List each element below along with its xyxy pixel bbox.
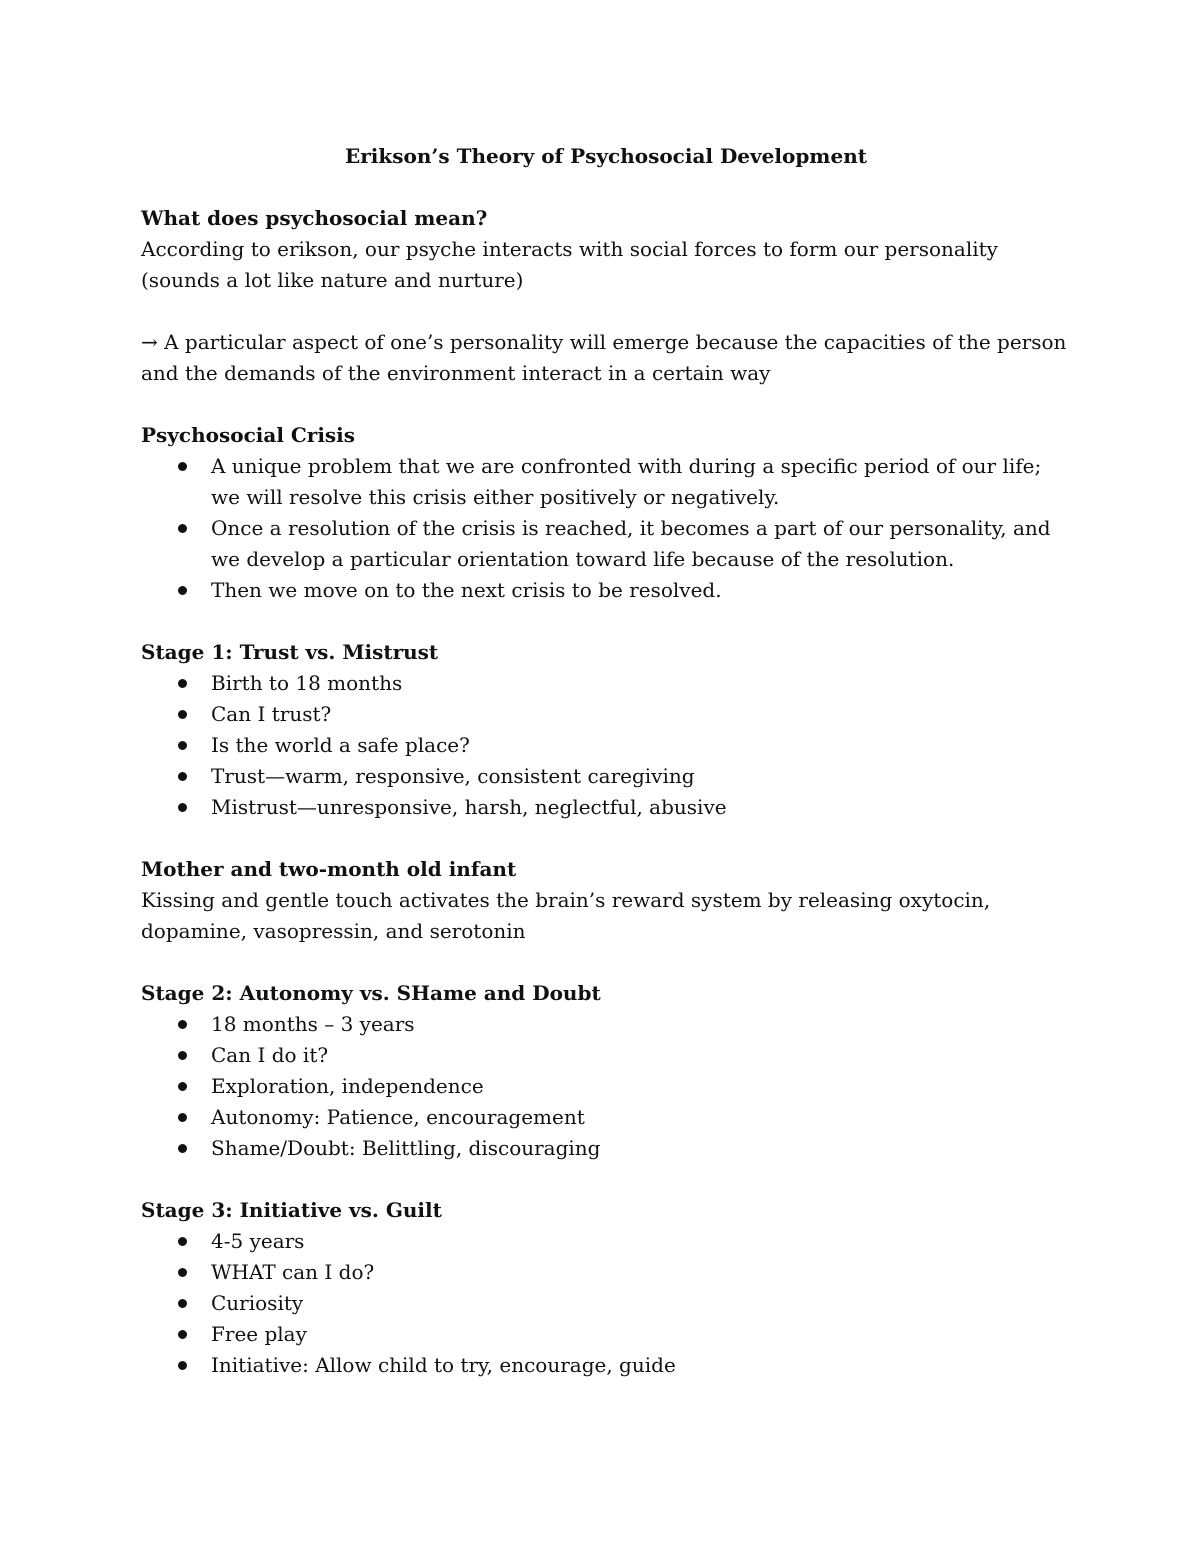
- list-item-text: Curiosity: [211, 1291, 304, 1315]
- list-item-text: Can I trust?: [211, 702, 332, 726]
- bullet-icon: [178, 1268, 187, 1277]
- stage-2-list: [141, 1009, 1071, 1164]
- paragraph-meaning-line2: (sounds a lot like nature and nurture): [141, 268, 524, 292]
- list-item: [141, 1288, 1071, 1319]
- document-page: [141, 141, 1071, 1381]
- list-item: [141, 1319, 1071, 1350]
- bullet-icon: [178, 741, 187, 750]
- list-item-text: Once a resolution of the crisis is reached, it becomes a part of our personality, and we develop a particular orientation toward life because of the resolution.: [211, 516, 1051, 571]
- list-item: [141, 1257, 1071, 1288]
- stage-1-list: [141, 668, 1071, 823]
- list-item: [141, 730, 1071, 761]
- list-item-text: Exploration, independence: [211, 1074, 484, 1098]
- list-item: [141, 761, 1071, 792]
- heading-psychosocial-meaning: What does psychosocial mean?: [141, 206, 488, 230]
- list-item-text: Then we move on to the next crisis to be resolved.: [211, 578, 722, 602]
- list-item: [141, 1226, 1071, 1257]
- bullet-icon: [178, 679, 187, 688]
- list-item-text: Shame/Doubt: Belittling, discouraging: [211, 1136, 601, 1160]
- spacer: [141, 947, 1071, 978]
- heading-stage-3: Stage 3: Initiative vs. Guilt: [141, 1198, 442, 1222]
- bullet-icon: [178, 524, 187, 533]
- list-item: [141, 575, 1071, 606]
- bullet-icon: [178, 803, 187, 812]
- paragraph-arrow-note: → A particular aspect of one’s personality will emerge because the capacities of the person and the demands of the environment interact in a certain way: [141, 330, 1067, 385]
- bullet-icon: [178, 1330, 187, 1339]
- list-item: [141, 1040, 1071, 1071]
- paragraph-meaning-line1: According to erikson, our psyche interacts with social forces to form our personality: [141, 237, 998, 261]
- list-item-text: Birth to 18 months: [211, 671, 403, 695]
- bullet-icon: [178, 1299, 187, 1308]
- list-item-text: Can I do it?: [211, 1043, 329, 1067]
- stage-3-list: [141, 1226, 1071, 1381]
- list-item: [141, 1133, 1071, 1164]
- list-item-text: WHAT can I do?: [211, 1260, 375, 1284]
- list-item: [141, 513, 1071, 575]
- list-item-text: Autonomy: Patience, encouragement: [211, 1105, 585, 1129]
- spacer: [141, 389, 1071, 420]
- spacer: [141, 606, 1071, 637]
- bullet-icon: [178, 1020, 187, 1029]
- page-title: Erikson’s Theory of Psychosocial Development: [345, 144, 867, 168]
- bullet-icon: [178, 1361, 187, 1370]
- list-item: [141, 699, 1071, 730]
- spacer: [141, 823, 1071, 854]
- bullet-icon: [178, 1082, 187, 1091]
- list-item: [141, 1350, 1071, 1381]
- list-item-text: Free play: [211, 1322, 307, 1346]
- heading-mother-infant: Mother and two-month old infant: [141, 857, 517, 881]
- bullet-icon: [178, 1144, 187, 1153]
- list-item: [141, 1102, 1071, 1133]
- bullet-icon: [178, 1051, 187, 1060]
- spacer: [141, 296, 1071, 327]
- bullet-icon: [178, 710, 187, 719]
- list-item-text: Initiative: Allow child to try, encourage, guide: [211, 1353, 676, 1377]
- list-item: [141, 1009, 1071, 1040]
- list-item: [141, 668, 1071, 699]
- list-item-text: Mistrust—unresponsive, harsh, neglectful, abusive: [211, 795, 727, 819]
- bullet-icon: [178, 1237, 187, 1246]
- list-item-text: Trust—warm, responsive, consistent caregiving: [211, 764, 695, 788]
- list-item-text: 4-5 years: [211, 1229, 305, 1253]
- list-item-text: A unique problem that we are confronted with during a specific period of our life; we will resolve this crisis either positively or negatively.: [211, 454, 1042, 509]
- bullet-icon: [178, 772, 187, 781]
- list-item: [141, 1071, 1071, 1102]
- list-item: [141, 451, 1071, 513]
- list-item-text: 18 months – 3 years: [211, 1012, 415, 1036]
- bullet-icon: [178, 586, 187, 595]
- list-item: [141, 792, 1071, 823]
- bullet-icon: [178, 462, 187, 471]
- heading-stage-2: Stage 2: Autonomy vs. SHame and Doubt: [141, 981, 601, 1005]
- crisis-list: [141, 451, 1071, 606]
- list-item-text: Is the world a safe place?: [211, 733, 470, 757]
- heading-stage-1: Stage 1: Trust vs. Mistrust: [141, 640, 439, 664]
- bullet-icon: [178, 1113, 187, 1122]
- heading-psychosocial-crisis: Psychosocial Crisis: [141, 423, 356, 447]
- paragraph-infant: Kissing and gentle touch activates the brain’s reward system by releasing oxytocin, dopamine, vasopressin, and serotonin: [141, 888, 991, 943]
- spacer: [141, 1164, 1071, 1195]
